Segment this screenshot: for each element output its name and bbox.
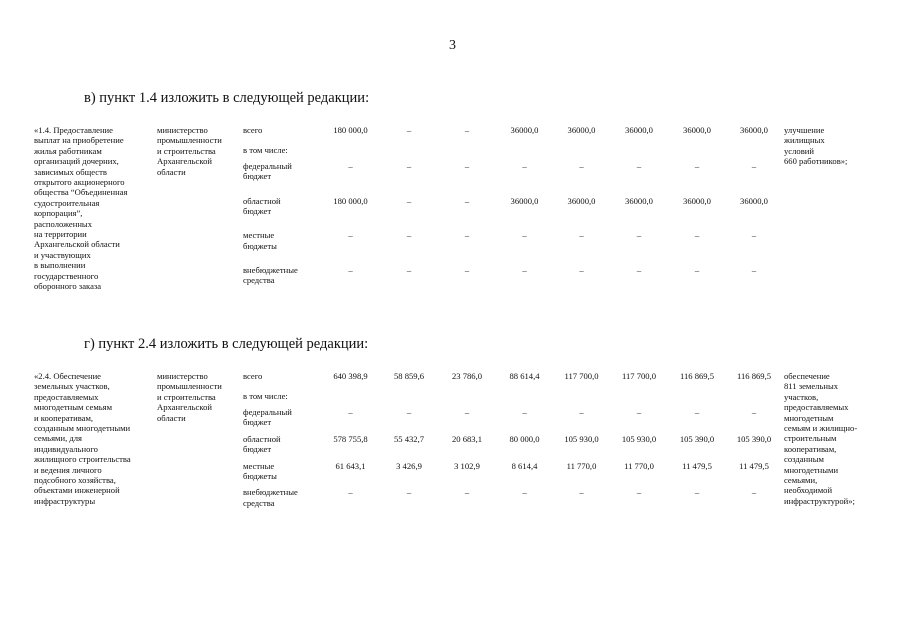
- value-cell: [668, 145, 726, 161]
- expected-result-cell: обеспечение 811 земельных участков, предоставляемых многодетным семьям и жилищно- строительным кооперативам, созданным многодетными семьями, необходимой инфраструктурой»;: [784, 371, 858, 506]
- value-cell: –: [579, 487, 584, 498]
- value-cell: [496, 391, 553, 407]
- value-cell: 11 770,0: [624, 460, 654, 471]
- funding-source-cell: внебюджетные средства: [243, 487, 298, 508]
- executor-cell: министерство промышленности и строительства Архангельской области: [157, 371, 222, 423]
- value-cell: –: [636, 407, 642, 417]
- amendment-heading-g: г) пункт 2.4 изложить в следующей редакции:: [84, 336, 369, 352]
- value-cell: 116 869,5: [736, 371, 772, 381]
- value-cell: [610, 391, 668, 407]
- value-cell: –: [579, 407, 584, 417]
- value-cell: –: [348, 487, 353, 498]
- value-cell: –: [464, 264, 470, 275]
- value-cell: –: [694, 407, 700, 417]
- value-cell: –: [694, 264, 700, 275]
- value-cell: –: [579, 161, 584, 171]
- value-cell: 36000,0: [625, 195, 653, 206]
- funding-source-cell: областной бюджет: [243, 195, 281, 216]
- value-cell: –: [522, 264, 527, 275]
- value-cell: –: [522, 487, 527, 498]
- value-cell: [321, 145, 380, 161]
- value-cell: [553, 391, 610, 407]
- value-cell: –: [636, 487, 642, 498]
- value-cell: 36000,0: [567, 125, 596, 135]
- value-cell: [438, 391, 496, 407]
- funding-source-cell: всего: [243, 371, 263, 381]
- value-cell: 58 859,6: [393, 371, 425, 381]
- value-cell: –: [406, 487, 412, 498]
- value-cell: –: [751, 264, 757, 275]
- value-cell: 23 786,0: [451, 371, 483, 381]
- value-cell: –: [522, 407, 527, 417]
- page-number: 3: [449, 38, 456, 53]
- value-cell: –: [751, 230, 757, 241]
- value-cell: [726, 391, 782, 407]
- value-cell: [438, 145, 496, 161]
- value-cell: –: [406, 264, 412, 275]
- value-cell: 36000,0: [510, 195, 539, 206]
- expected-result-cell: улучшение жилищных условий 660 работников»;: [784, 125, 848, 167]
- value-cell: 61 643,1: [335, 460, 366, 471]
- measure-description: «2.4. Обеспечение земельных участков, предоставляемых многодетным семьям и кооперативам, созданным многодетными семьями, для индивидуального жилищного строительства и ведения личного подсобного хозяйства, объектами инженерной инфраструктуры: [34, 371, 131, 506]
- value-cell: –: [406, 230, 412, 241]
- value-cell: –: [464, 487, 470, 498]
- funding-source-cell: всего: [243, 125, 263, 135]
- funding-source-cell: местные бюджеты: [243, 460, 277, 482]
- value-cell: 11 479,5: [739, 460, 769, 471]
- value-cell: –: [464, 230, 470, 241]
- value-cell: –: [636, 161, 642, 171]
- value-cell: 116 869,5: [679, 371, 715, 381]
- value-cell: –: [751, 161, 757, 171]
- value-cell: [321, 391, 380, 407]
- value-cell: –: [579, 230, 584, 241]
- funding-source-cell: федеральный бюджет: [243, 161, 292, 182]
- value-cell: 8 614,4: [511, 460, 538, 471]
- value-cell: –: [751, 407, 757, 417]
- value-cell: –: [694, 230, 700, 241]
- value-cell: –: [464, 125, 470, 135]
- value-cell: 3 426,9: [396, 460, 422, 471]
- value-cell: 11 479,5: [682, 460, 712, 471]
- value-cell: –: [522, 161, 527, 171]
- value-cell: –: [694, 487, 700, 498]
- value-cell: –: [694, 161, 700, 171]
- value-cell: [553, 145, 610, 161]
- value-cell: 36000,0: [567, 195, 596, 206]
- value-cell: 20 683,1: [451, 433, 483, 444]
- funding-source-cell: в том числе:: [243, 145, 288, 155]
- value-cell: –: [751, 487, 757, 498]
- value-cell: 36000,0: [683, 195, 711, 206]
- value-cell: 36000,0: [510, 125, 539, 135]
- value-cell: –: [348, 407, 353, 417]
- value-cell: –: [348, 264, 353, 275]
- value-cell: –: [406, 407, 412, 417]
- value-cell: –: [464, 195, 470, 206]
- value-cell: 640 398,9: [333, 371, 368, 381]
- value-cell: 105 390,0: [736, 433, 772, 444]
- value-cell: –: [406, 161, 412, 171]
- value-cell: 105 390,0: [679, 433, 715, 444]
- value-cell: 36000,0: [625, 125, 653, 135]
- value-cell: –: [348, 161, 353, 171]
- value-cell: [668, 391, 726, 407]
- value-cell: [496, 145, 553, 161]
- value-cell: 105 930,0: [564, 433, 599, 444]
- value-cell: [726, 145, 782, 161]
- value-cell: 55 432,7: [393, 433, 425, 444]
- value-cell: 180 000,0: [333, 195, 368, 206]
- funding-source-cell: местные бюджеты: [243, 230, 277, 251]
- executor-cell: министерство промышленности и строительства Архангельской области: [157, 125, 222, 177]
- value-cell: [380, 391, 438, 407]
- value-cell: [610, 145, 668, 161]
- value-cell: –: [464, 407, 470, 417]
- value-cell: 117 700,0: [564, 371, 599, 381]
- value-cell: 88 614,4: [509, 371, 540, 381]
- funding-source-cell: в том числе:: [243, 391, 288, 401]
- value-cell: 180 000,0: [333, 125, 368, 135]
- value-cell: –: [464, 161, 470, 171]
- funding-source-cell: областной бюджет: [243, 433, 281, 455]
- value-cell: 117 700,0: [621, 371, 657, 381]
- value-cell: [380, 145, 438, 161]
- amendment-table-g: [32, 371, 877, 508]
- amendment-table-v: [32, 125, 877, 292]
- funding-source-cell: федеральный бюджет: [243, 407, 292, 428]
- value-cell: –: [579, 264, 584, 275]
- value-cell: –: [636, 230, 642, 241]
- value-cell: –: [348, 230, 353, 241]
- value-cell: 3 102,9: [454, 460, 480, 471]
- measure-description: «1.4. Предоставление выплат на приобретение жилья работникам организаций дочерних, зависимых обществ открытого акционерного общества “Объединенная судостроительная корпорация”, расположенных на территории Архангельской области и участвующих в выполнении государственного оборонного заказа: [34, 125, 128, 292]
- value-cell: 105 930,0: [621, 433, 657, 444]
- value-cell: 80 000,0: [509, 433, 540, 444]
- value-cell: –: [522, 230, 527, 241]
- funding-source-cell: внебюджетные средства: [243, 264, 298, 286]
- amendment-heading-v: в) пункт 1.4 изложить в следующей редакции:: [84, 90, 370, 106]
- value-cell: 578 755,8: [333, 433, 368, 444]
- value-cell: 36000,0: [740, 125, 768, 135]
- value-cell: –: [636, 264, 642, 275]
- value-cell: 11 770,0: [566, 460, 597, 471]
- value-cell: 36000,0: [683, 125, 711, 135]
- value-cell: –: [406, 125, 412, 135]
- value-cell: –: [406, 195, 412, 206]
- value-cell: 36000,0: [740, 195, 768, 206]
